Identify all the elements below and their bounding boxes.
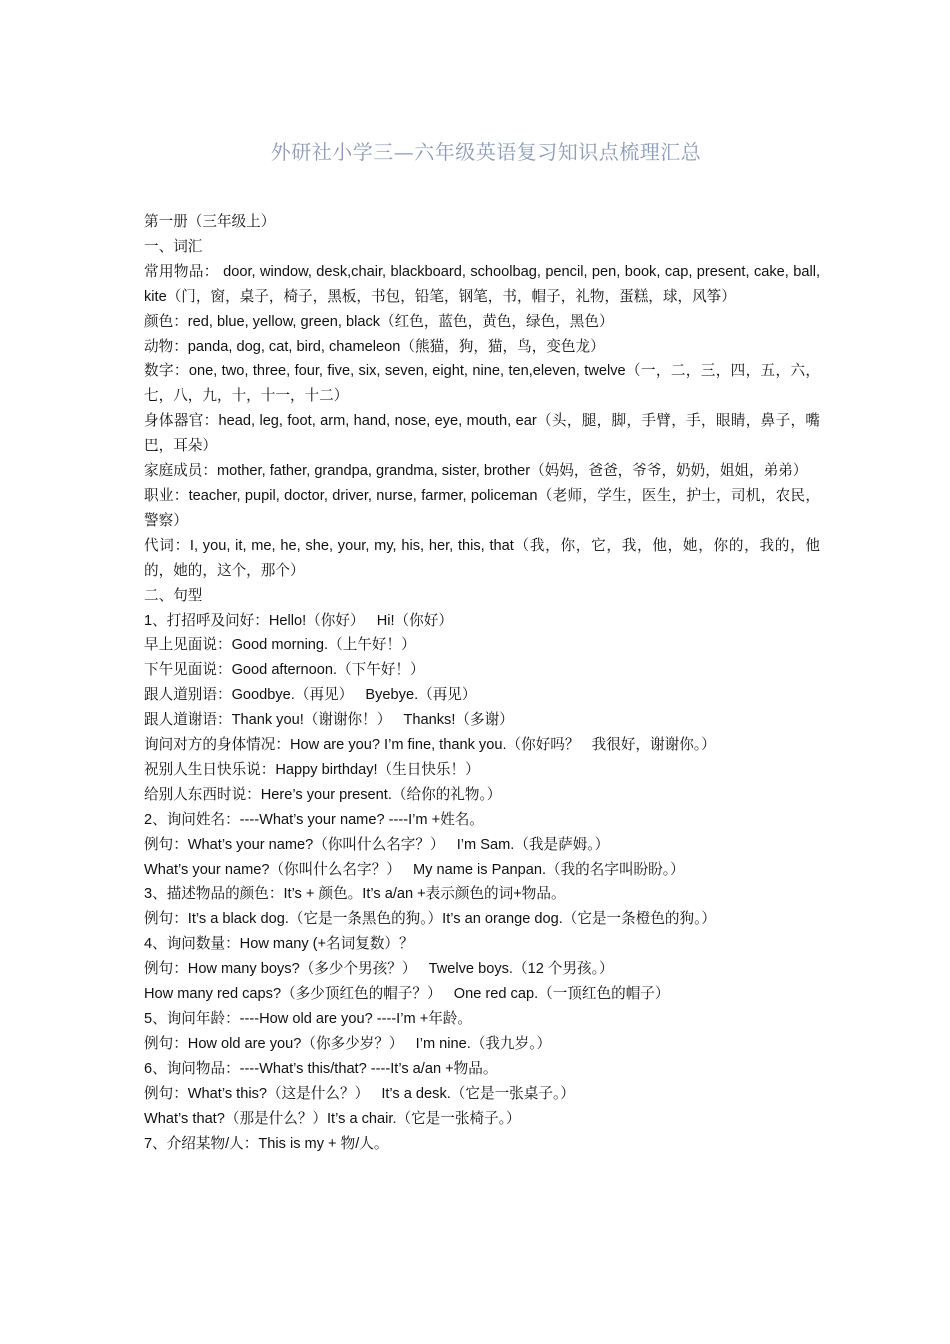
sentence-line: 2、询问姓名：----What’s your name? ----I’m +姓名。 [144, 811, 484, 828]
subsection-heading: 一、词汇 [144, 238, 203, 255]
sentence-line: 6、询问物品：----What’s this/that? ----It’s a/an +物品。 [144, 1060, 498, 1077]
sentence-line: 1、打招呼及问好：Hello!（你好） Hi!（你好） [144, 612, 453, 629]
document-title: 外研社小学三—六年级英语复习知识点梳理汇总 [270, 140, 702, 164]
sentence-line: 祝别人生日快乐说：Happy birthday!（生日快乐！） [144, 761, 480, 778]
sentence-line: 例句：It’s a black dog.（它是一条黑色的狗。）It’s an orange dog.（它是一条橙色的狗。） [144, 911, 717, 928]
sentence-line: 例句：How many boys?（多少个男孩？） Twelve boys.（12 个男孩。） [144, 961, 614, 978]
sentence-line: 早上见面说：Good morning.（上午好！） [144, 637, 416, 654]
sentence-line: What’s that?（那是什么？）It’s a chair.（它是一张椅子。） [144, 1110, 521, 1127]
section-heading: 第一册（三年级上） [144, 214, 276, 230]
sentence-line: What’s your name?（你叫什么名字？） My name is Panpan.（我的名字叫盼盼。） [144, 861, 685, 878]
sentence-line: 例句：How old are you?（你多少岁？） I’m nine.（我九岁。） [144, 1035, 552, 1052]
sentence-line: 例句：What’s this?（这是什么？） It’s a desk.（它是一张桌子。） [144, 1085, 575, 1102]
sentence-line: How many red caps?（多少顶红色的帽子？） One red cap.（一顶红色的帽子） [144, 986, 670, 1003]
sentence-line: 例句：What’s your name?（你叫什么名字？） I’m Sam.（我是萨姆。） [144, 836, 610, 853]
sentence-line: 5、询问年龄：----How old are you? ----I’m +年龄。 [144, 1011, 472, 1027]
vocab-paragraph: 动物：panda, dog, cat, bird, chameleon（熊猫，狗，猫，鸟，变色龙） [144, 338, 605, 355]
vocab-paragraph: 常用物品： door, window, desk,chair, blackboard, schoolbag, pencil, pen, book, cap, present, cake, ball, kite（门，窗，桌子，椅子，黑板，书包，铅笔，钢笔，书，帽子，礼物，蛋糕，球，风筝） [144, 263, 825, 305]
vocab-paragraph: 数字：one, two, three, four, five, six, seven, eight, nine, ten,eleven, twelve（一，二，三，四，五，六，七，八，九，十，十一，十二） [144, 363, 820, 405]
sentence-line: 给别人东西时说：Here’s your present.（给你的礼物。） [144, 786, 502, 803]
sentence-line: 下午见面说：Good afternoon.（下午好！） [144, 662, 425, 679]
sentence-line: 跟人道别语：Goodbye.（再见） Byebye.（再见） [144, 687, 477, 704]
vocab-paragraph: 职业：teacher, pupil, doctor, driver, nurse, farmer, policeman（老师，学生，医生，护士，司机，农民，警察） [144, 487, 820, 529]
vocab-paragraph: 家庭成员：mother, father, grandpa, grandma, sister, brother（妈妈，爸爸，爷爷，奶奶，姐姐，弟弟） [144, 463, 808, 480]
document-body [144, 210, 825, 1156]
sentence-line: 4、询问数量：How many (+名词复数）？ [144, 936, 414, 953]
vocab-paragraph: 代词：I, you, it, me, he, she, your, my, his, her, this, that（我，你，它，我，他，她，你的，我的，他的，她的，这个，那个） [144, 537, 820, 579]
sentence-line: 3、描述物品的颜色：It’s + 颜色。It’s a/an +表示颜色的词+物品。 [144, 886, 566, 903]
sentence-line: 询问对方的身体情况：How are you? I’m fine, thank you.（你好吗？ 我很好，谢谢你。） [144, 737, 716, 754]
sentence-line: 7、介绍某物/人：This is my + 物/人。 [144, 1135, 389, 1152]
vocab-paragraph: 颜色：red, blue, yellow, green, black（红色，蓝色，黄色，绿色，黑色） [144, 313, 614, 330]
subsection-heading: 二、句型 [144, 587, 203, 604]
vocab-paragraph: 身体器官：head, leg, foot, arm, hand, nose, eye, mouth, ear（头，腿，脚，手臂，手，眼睛，鼻子，嘴巴，耳朵） [144, 413, 820, 455]
sentence-line: 跟人道谢语：Thank you!（谢谢你！） Thanks!（多谢） [144, 712, 514, 729]
